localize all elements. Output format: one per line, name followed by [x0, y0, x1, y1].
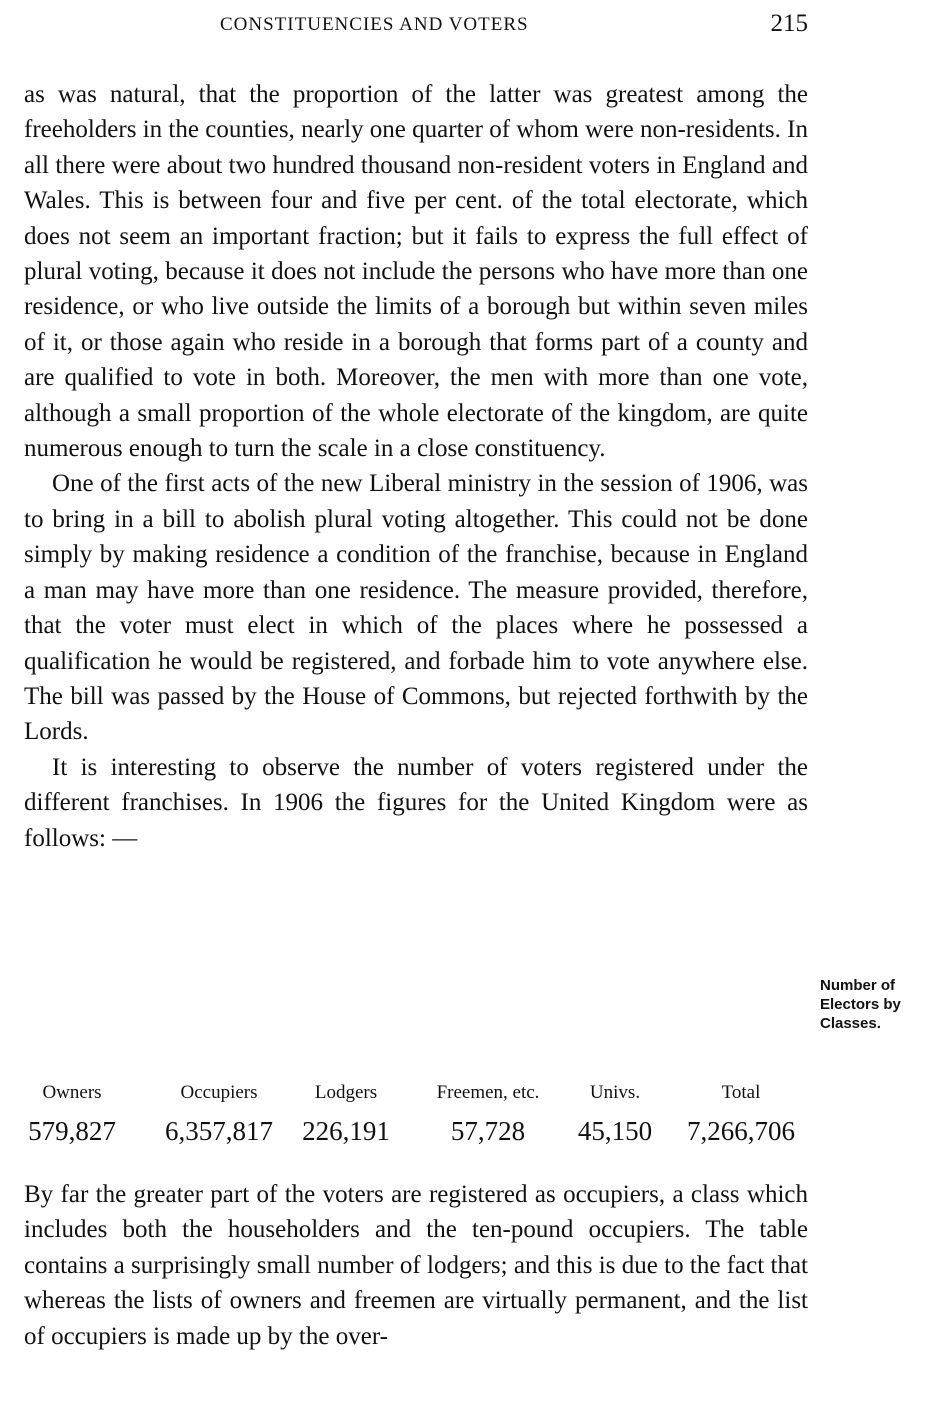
paragraph-occupiers: By far the greater part of the voters are registered as occupiers, a class which includes both the householders and the ten-pound occupiers. The table contains a surprisingly small number of lodgers; and this is due to the fact that whereas the lists of owners and freemen are virtually permanent, and the list of occupiers is made up by the over- [24, 1181, 808, 1350]
table-cell: 7,266,706 [687, 1116, 795, 1146]
paragraph-voters-by-franchise: It is interesting to observe the number of voters registered under the different franchises. In 1906 the figures for the United Kingdom were as follows: — [24, 753, 808, 852]
table-cell: 6,357,817 [165, 1116, 273, 1146]
paragraph-plural-voting-bill: One of the first acts of the new Liberal ministry in the session of 1906, was to bring in a bill to abolish plural voting altogether. This could not be done simply by making residence a condition of the franchise, because in England a man may have more than one residence. The measure provided, therefore, that the voter must elect in which of the places where he possessed a qualification he would be registered, and forbade him to vote anywhere else. The bill was passed by the House of Commons, but rejected forthwith by the Lords. [24, 470, 808, 746]
table-cell: 57,728 [450, 1116, 526, 1146]
closing-text [24, 1177, 808, 1354]
table-header: Total [721, 1082, 761, 1103]
table-values-row [18, 1116, 808, 1156]
table-header: Occupiers [180, 1082, 258, 1103]
page-number: 215 [770, 10, 808, 37]
running-title: CONSTITUENCIES AND VOTERS [220, 14, 529, 35]
table-header: Freemen, etc. [436, 1082, 540, 1103]
table-cell: 579,827 [28, 1116, 116, 1146]
main-text [24, 77, 808, 856]
table-header: Univs. [589, 1082, 641, 1103]
table-cell: 226,191 [302, 1116, 390, 1146]
table-header: Owners [42, 1082, 102, 1103]
table-header: Lodgers [314, 1082, 378, 1103]
table-header-row [18, 1082, 808, 1116]
table-cell: 45,150 [577, 1116, 653, 1146]
margin-note: Number of Electors by Classes. [820, 977, 901, 1032]
electors-table [18, 1082, 808, 1156]
page-header [24, 10, 808, 46]
paragraph-continued: as was natural, that the proportion of the latter was greatest among the freeholders in the counties, nearly one quarter of whom were non-residents. In all there were about two hundred thousand non-resident voters in England and Wales. This is between four and five per cent. of the total electorate, which does not seem an important fraction; but it fails to express the full effect of plural voting, because it does not include the persons who have more than one residence, or who live outside the limits of a borough but within seven miles of it, or those again who reside in a borough that forms part of a county and are qualified to vote in both. Moreover, the men with more than one vote, although a small proportion of the whole electorate of the kingdom, are quite numerous enough to turn the scale in a close constituency. [24, 81, 808, 463]
